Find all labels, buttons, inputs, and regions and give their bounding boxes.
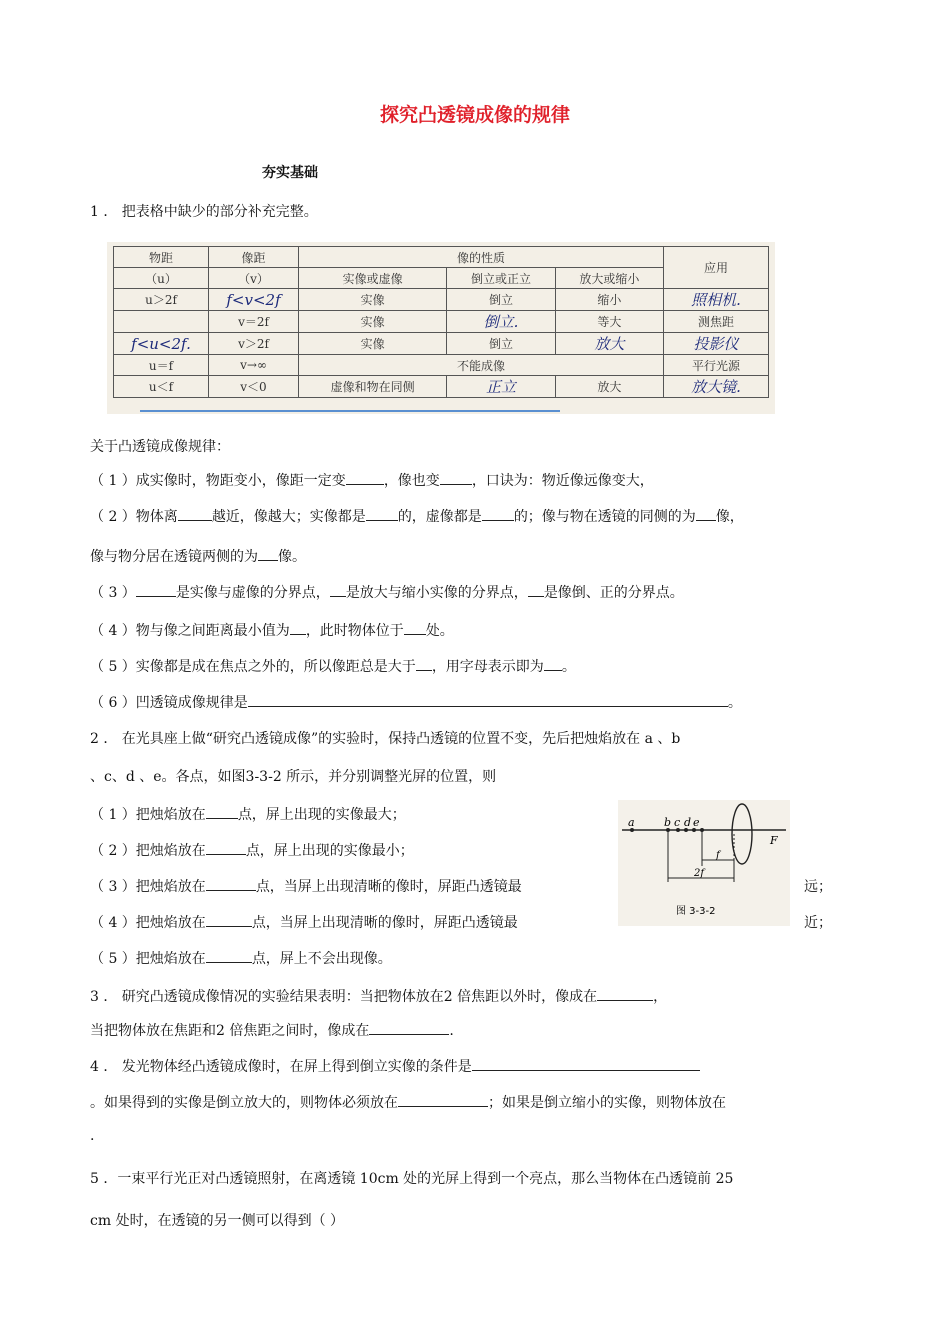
cell-app-handwritten: 照相机. [664, 289, 769, 311]
question-2: 2 ． 在光具座上做“研究凸透镜成像”的实验时，保持凸透镜的位置不变，先后把烛焰放在 a 、b [90, 731, 681, 747]
answer-blank[interactable] [528, 582, 544, 597]
cell-orient: 倒立 [447, 289, 555, 311]
cell-u: u＞2f [114, 289, 209, 311]
answer-blank[interactable] [482, 506, 514, 521]
cell-no-image: 不能成像 [299, 355, 664, 376]
q2-item-4: （ 4 ）把烛焰放在 点，当屏上出现清晰的像时，屏距凸透镜最 [90, 912, 518, 932]
figure-caption: 图 3-3-2 [676, 906, 716, 917]
th-image-nature: 像的性质 [299, 247, 664, 268]
cell-size: 等大 [555, 311, 663, 333]
th-u-symbol: （u） [114, 268, 209, 289]
rule-1: （ 1 ）成实像时，物距变小，像距一定变 ，像也变 ，口诀为：物近像远像变大， [90, 470, 654, 490]
rule-4: （ 4 ）物与像之间距离最小值为 ，此时物体位于 处。 [90, 620, 454, 640]
cell-real: 虚像和物在同侧 [299, 376, 447, 398]
table-row [114, 311, 769, 333]
answer-blank[interactable] [404, 620, 426, 635]
table-row [114, 289, 769, 311]
cell-u: u＜f [114, 376, 209, 398]
cell-u [114, 311, 209, 333]
question-5-cont: cm 处时，在透镜的另一侧可以得到（ ） [90, 1213, 345, 1229]
th-real-virtual: 实像或虚像 [299, 268, 447, 289]
decorative-line [140, 410, 560, 412]
answer-blank[interactable] [206, 804, 238, 819]
q2-item-4-end: 近； [804, 915, 832, 931]
cell-real: 实像 [299, 311, 447, 333]
answer-blank[interactable] [346, 470, 384, 485]
cell-real: 实像 [299, 289, 447, 311]
answer-blank[interactable] [206, 876, 256, 891]
answer-blank[interactable] [206, 840, 246, 855]
page-title: 探究凸透镜成像的规律 [379, 104, 570, 126]
label-f: f [716, 850, 720, 861]
q2-item-3-end: 远； [804, 879, 832, 895]
table-row [114, 355, 769, 376]
answer-blank[interactable] [330, 582, 346, 597]
q2-item-5: （ 5 ）把烛焰放在 点，屏上不会出现像。 [90, 948, 392, 968]
question-3-cont: 当把物体放在焦距和2 倍焦距之间时，像成在 . [90, 1020, 454, 1040]
cell-u: u＝f [114, 355, 209, 376]
table-row [114, 376, 769, 398]
rule-6: （ 6 ）凹透镜成像规律是 。 [90, 692, 742, 712]
label-e: e [693, 816, 700, 829]
rule-2: （ 2 ）物体离 越近，像越大；实像都是 的，虚像都是 的；像与物在透镜的同侧的为 像， [90, 506, 744, 526]
question-5: 5 ．一束平行光正对凸透镜照射，在离透镜 10cm 处的光屏上得到一个亮点，那么当物体在凸透镜前 25 [90, 1171, 734, 1187]
label-a: a [628, 816, 635, 829]
cell-v: v＞2f [209, 333, 299, 355]
section-heading: 夯实基础 [262, 165, 318, 181]
question-4-end: . [90, 1128, 95, 1144]
answer-blank[interactable] [416, 656, 432, 671]
cell-size-handwritten: 放大 [555, 333, 663, 355]
question-4: 4 ． 发光物体经凸透镜成像时，在屏上得到倒立实像的条件是 [90, 1056, 700, 1076]
label-b: b [664, 816, 672, 829]
label-F: F [770, 834, 778, 847]
answer-blank[interactable] [597, 986, 653, 1001]
label-2f: 2f [694, 868, 705, 879]
rule-3: （ 3 ） 是实像与虚像的分界点， 是放大与缩小实像的分界点， 是像倒、正的分界点。 [90, 582, 684, 602]
th-v-symbol: （v） [209, 268, 299, 289]
label-d: d [684, 816, 692, 829]
cell-orient: 倒立 [447, 333, 555, 355]
answer-blank[interactable] [472, 1056, 700, 1071]
question-2-cont: 、c、d 、e。各点，如图3-3-2 所示，并分别调整光屏的位置，则 [90, 769, 497, 785]
answer-blank[interactable] [206, 948, 252, 963]
question-1: 1 ． 把表格中缺少的部分补充完整。 [90, 204, 318, 220]
lens-diagram [618, 800, 790, 926]
q2-item-3: （ 3 ）把烛焰放在 点，当屏上出现清晰的像时，屏距凸透镜最 [90, 876, 522, 896]
answer-blank[interactable] [178, 506, 212, 521]
th-application: 应用 [664, 247, 769, 289]
th-orientation: 倒立或正立 [447, 268, 555, 289]
table-row [114, 333, 769, 355]
answer-blank[interactable] [369, 1020, 449, 1035]
answer-blank[interactable] [398, 1092, 488, 1107]
cell-app-handwritten: 投影仪 [664, 333, 769, 355]
answer-blank[interactable] [696, 506, 716, 521]
answer-blank[interactable] [544, 656, 562, 671]
cell-v: v→∞ [209, 355, 299, 376]
lens-table-image [107, 242, 775, 414]
cell-orient-handwritten: 正立 [447, 376, 555, 398]
label-c: c [674, 816, 681, 829]
answer-blank[interactable] [290, 620, 306, 635]
cell-orient-handwritten: 倒立. [447, 311, 555, 333]
cell-size: 放大 [555, 376, 663, 398]
answer-blank[interactable] [206, 912, 252, 927]
cell-v: v＝2f [209, 311, 299, 333]
th-size: 放大或缩小 [555, 268, 663, 289]
cell-v-handwritten: f<v<2f [209, 289, 299, 311]
answer-blank[interactable] [258, 546, 278, 561]
rule-5: （ 5 ）实像都是成在焦点之外的，所以像距总是大于 ，用字母表示即为 。 [90, 656, 576, 676]
cell-v: v＜0 [209, 376, 299, 398]
rules-intro: 关于凸透镜成像规律： [90, 439, 230, 455]
cell-size: 缩小 [555, 289, 663, 311]
answer-blank[interactable] [440, 470, 472, 485]
question-3: 3 ． 研究凸透镜成像情况的实验结果表明：当把物体放在2 倍焦距以外时，像成在 ， [90, 986, 667, 1006]
figure-3-3-2 [618, 800, 790, 926]
cell-real: 实像 [299, 333, 447, 355]
rule-2-cont: 像与物分居在透镜两侧的为 像。 [90, 546, 306, 566]
answer-blank[interactable] [136, 582, 176, 597]
answer-blank[interactable] [366, 506, 398, 521]
cell-app: 平行光源 [664, 355, 769, 376]
q2-item-1: （ 1 ）把烛焰放在 点，屏上出现的实像最大； [90, 804, 406, 824]
question-4-cont: 。如果得到的实像是倒立放大的，则物体必须放在 ；如果是倒立缩小的实像，则物体放在 [90, 1092, 726, 1112]
lens-table [113, 246, 769, 398]
answer-blank[interactable] [248, 692, 728, 707]
q2-item-2: （ 2 ）把烛焰放在 点，屏上出现的实像最小； [90, 840, 414, 860]
cell-app-handwritten: 放大镜. [664, 376, 769, 398]
th-object-distance: 物距 [114, 247, 209, 268]
th-image-distance: 像距 [209, 247, 299, 268]
cell-u-handwritten: f<u<2f. [114, 333, 209, 355]
cell-app: 测焦距 [664, 311, 769, 333]
